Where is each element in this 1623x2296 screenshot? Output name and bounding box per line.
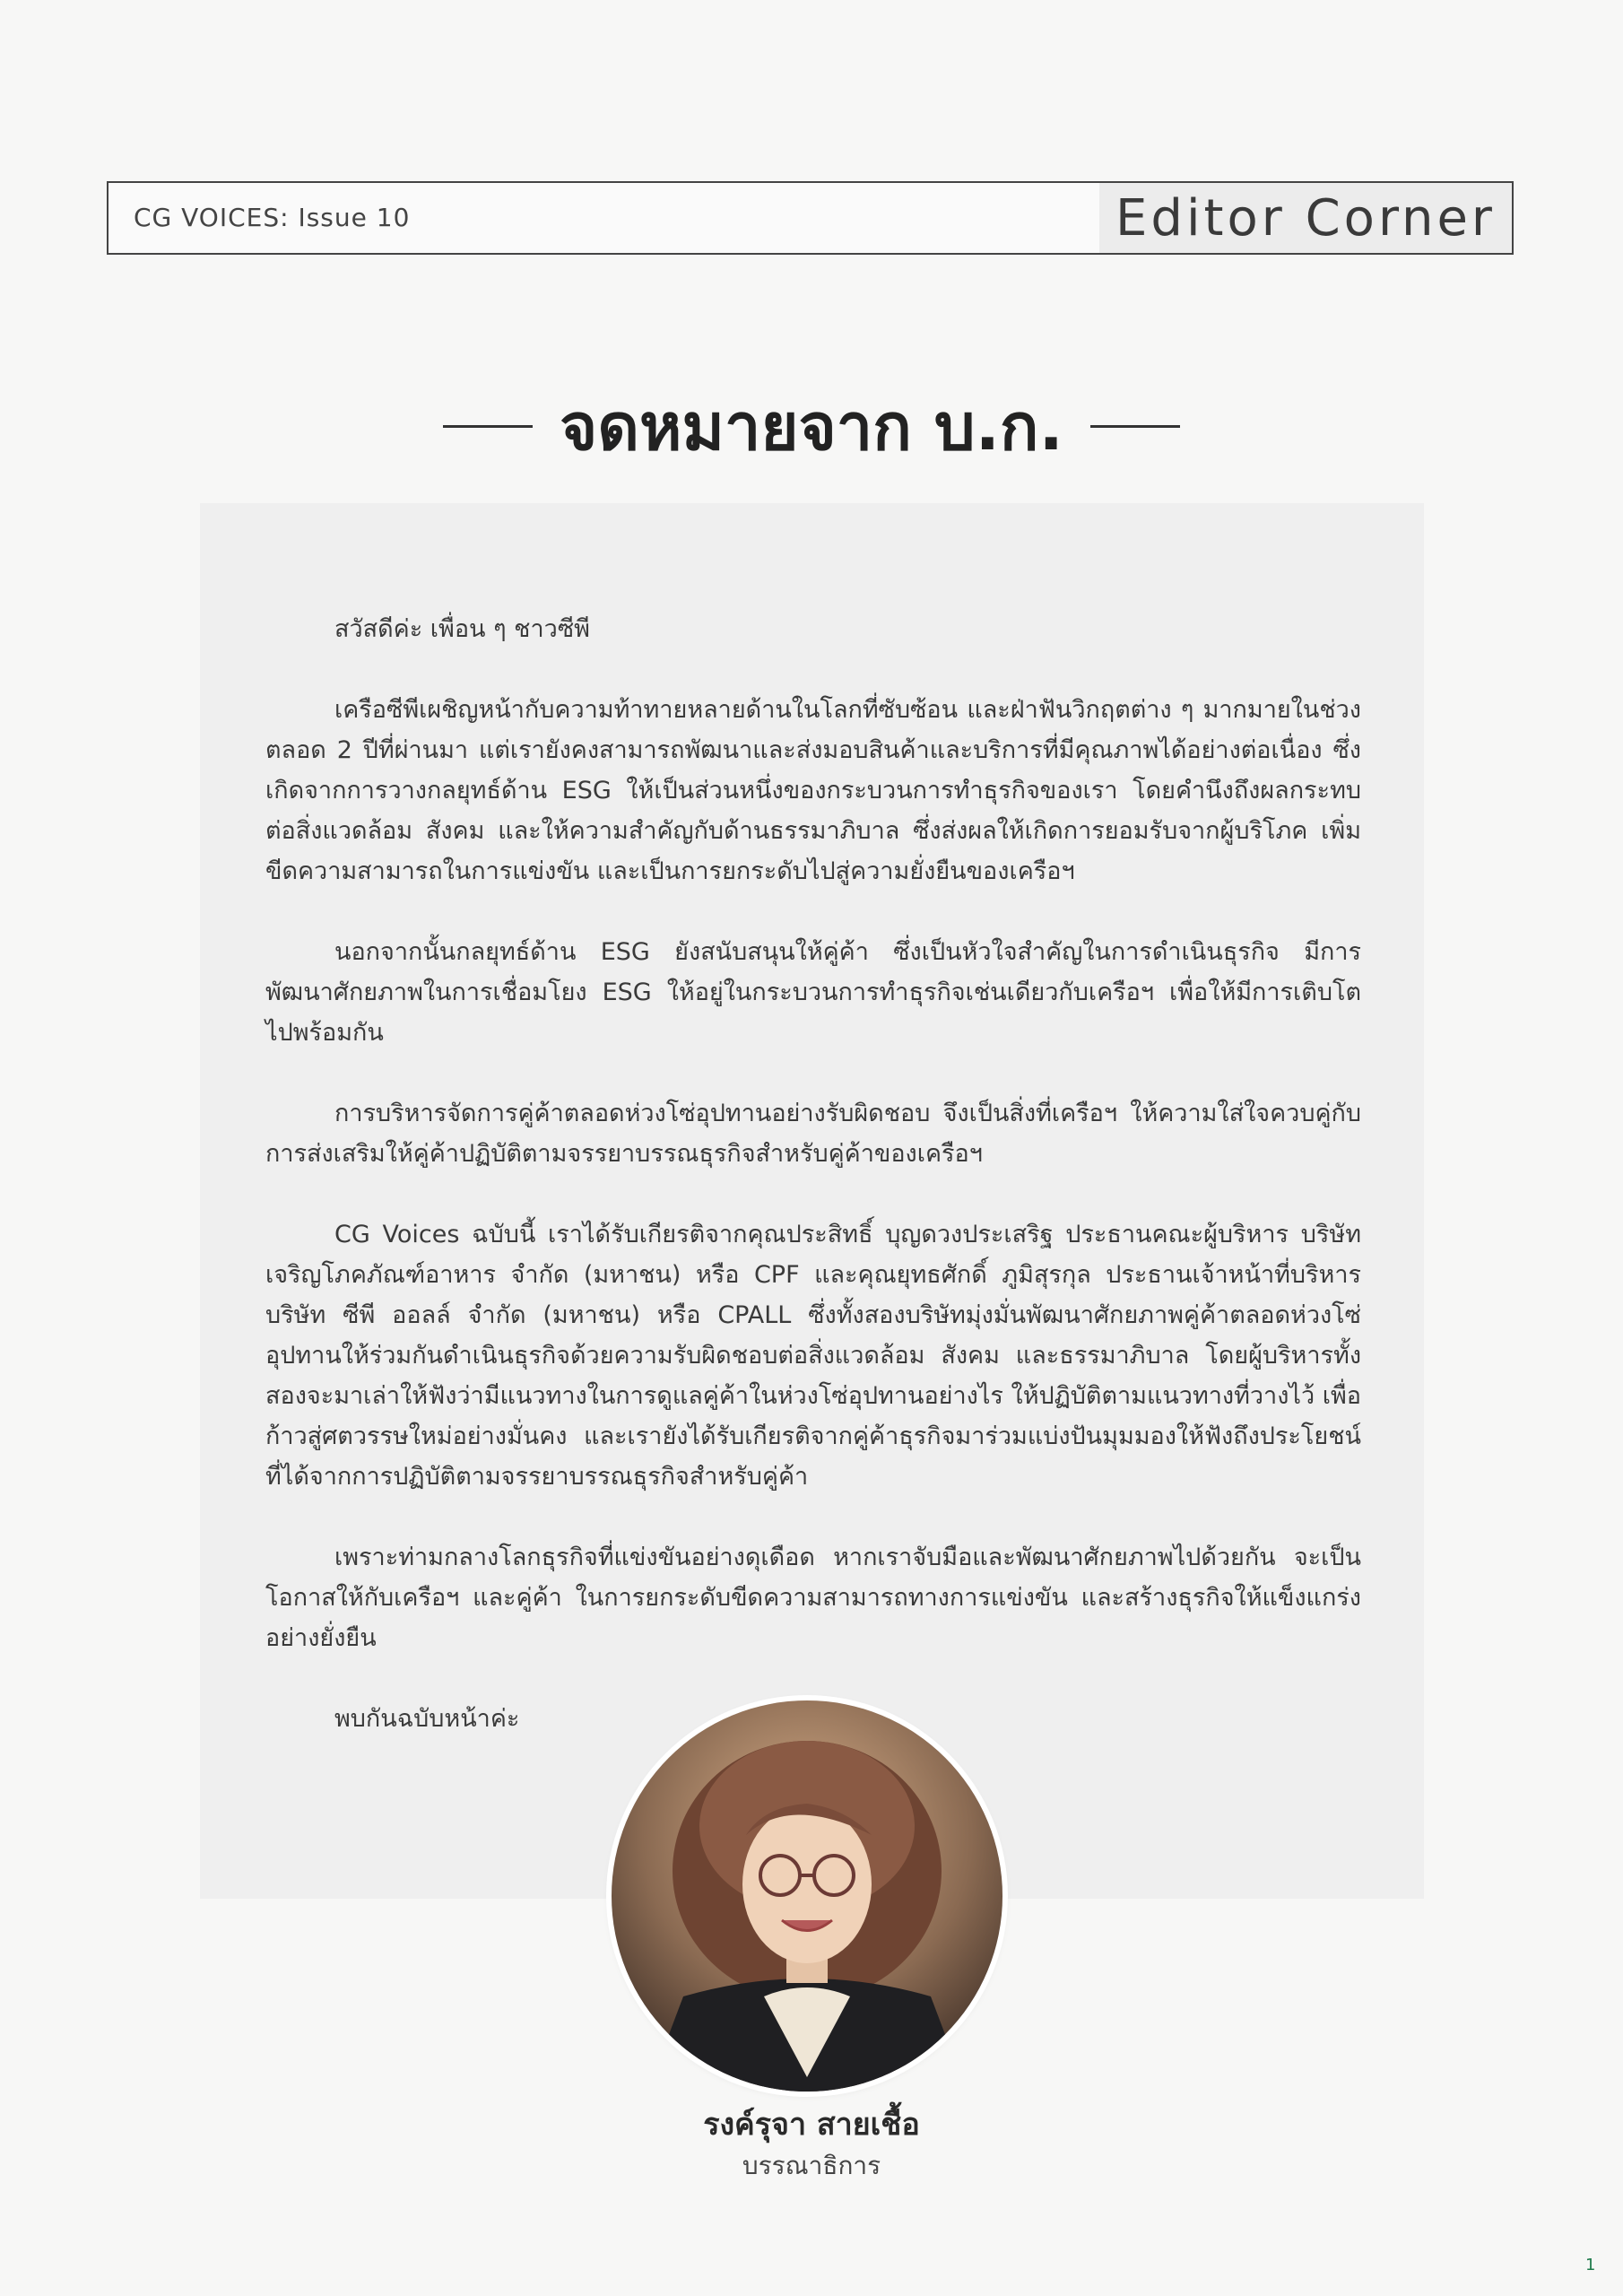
page-number: 1 bbox=[1585, 2256, 1596, 2274]
letter-body bbox=[265, 609, 1361, 1779]
letter-panel bbox=[200, 503, 1424, 1899]
letter-paragraph: นอกจากนั้นกลยุทธ์ด้าน ESG ยังสนับสนุนให้คู่ค้า ซึ่งเป็นหัวใจสำคัญในการดำเนินธุรกิจ มีการพัฒนาศักยภาพในการเชื่อมโยง ESG ให้อยู่ในกระบวนการทำธุรกิจเช่นเดียวกับเครือฯ เพื่อให้มีการเติบโตไปพร้อมกัน bbox=[265, 938, 1361, 1047]
editor-portrait bbox=[612, 1700, 1002, 2092]
letter-paragraph: การบริหารจัดการคู่ค้าตลอดห่วงโซ่อุปทานอย่างรับผิดชอบ จึงเป็นสิ่งที่เครือฯ ให้ความใส่ใจควบคู่กับการส่งเสริมให้คู่ค้าปฏิบัติตามจรรยาบรรณธุรกิจสำหรับคู่ค้าของเครือฯ bbox=[265, 1100, 1361, 1168]
issue-label: CG VOICES: Issue 10 bbox=[134, 203, 411, 232]
letter-greeting: สวัสดีค่ะ เพื่อน ๆ ชาวซีพี bbox=[334, 615, 590, 643]
editor-name: รงค์รุจา สายเชื้อ bbox=[703, 2107, 920, 2143]
title-left-rule bbox=[443, 425, 533, 428]
letter-paragraph: เครือซีพีเผชิญหน้ากับความท้าทายหลายด้านในโลกที่ซับซ้อน และฝ่าฟันวิกฤตต่าง ๆ มากมายในช่วงตลอด 2 ปีที่ผ่านมา แต่เรายังคงสามารถพัฒนาและส่งมอบสินค้าและบริการที่มีคุณภาพได้อย่างต่อเนื่อง ซึ่งเกิดจากการวางกลยุทธ์ด้าน ESG ให้เป็นส่วนหนึ่งของกระบวนการทำธุรกิจของเรา โดยคำนึงถึงผลกระทบต่อสิ่งแวดล้อม สังคม และให้ความสำคัญกับด้านธรรมาภิบาล ซึ่งส่งผลให้เกิดการยอมรับจากผู้บริโภค เพิ่มขีดความสามารถในการแข่งขัน และเป็นการยกระดับไปสู่ความยั่งยืนของเครือฯ bbox=[265, 696, 1361, 885]
letter-paragraph: CG Voices ฉบับนี้ เราได้รับเกียรติจากคุณประสิทธิ์ บุญดวงประเสริฐ ประธานคณะผู้บริหาร บริษัท เจริญโภคภัณฑ์อาหาร จำกัด (มหาชน) หรือ CPF และคุณยุทธศักดิ์ ภูมิสุรกุล ประธานเจ้าหน้าที่บริหาร บริษัท ซีพี ออลล์ จำกัด (มหาชน) หรือ CPALL ซึ่งทั้งสองบริษัทมุ่งมั่นพัฒนาศักยภาพคู่ค้าตลอดห่วงโซ่อุปทานให้ร่วมกันดำเนินธุรกิจด้วยความรับผิดชอบต่อสิ่งแวดล้อม สังคม และธรรมาภิบาล โดยผู้บริหารทั้งสองจะมาเล่าให้ฟังว่ามีแนวทางในการดูแลคู่ค้าในห่วงโซ่อุปทานอย่างไร ให้ปฏิบัติตามแนวทางที่วางไว้ เพื่อก้าวสู่ศตวรรษใหม่อย่างมั่นคง และเรายังได้รับเกียรติจากคู่ค้าธุรกิจมาร่วมแบ่งปันมุมมองให้ฟังถึงประโยชน์ที่ได้จากการปฏิบัติตามจรรยาบรรณธุรกิจสำหรับคู่ค้า bbox=[265, 1221, 1361, 1491]
title-right-rule bbox=[1090, 425, 1180, 428]
title-row bbox=[0, 381, 1623, 471]
letter-paragraph: เพราะท่ามกลางโลกธุรกิจที่แข่งขันอย่างดุเดือด หากเราจับมือและพัฒนาศักยภาพไปด้วยกัน จะเป็นโอกาสให้กับเครือฯ และคู่ค้า ในการยกระดับขีดความสามารถทางการแข่งขัน และสร้างธุรกิจให้แข็งแกร่งอย่างยั่งยืน bbox=[265, 1544, 1361, 1652]
editor-role: บรรณาธิการ bbox=[742, 2151, 881, 2180]
page-title: จดหมายจาก บ.ก. bbox=[560, 388, 1063, 465]
section-title: Editor Corner bbox=[1099, 183, 1512, 253]
issue-header-bar bbox=[107, 181, 1514, 255]
letter-closing: พบกันฉบับหน้าค่ะ bbox=[334, 1705, 520, 1733]
